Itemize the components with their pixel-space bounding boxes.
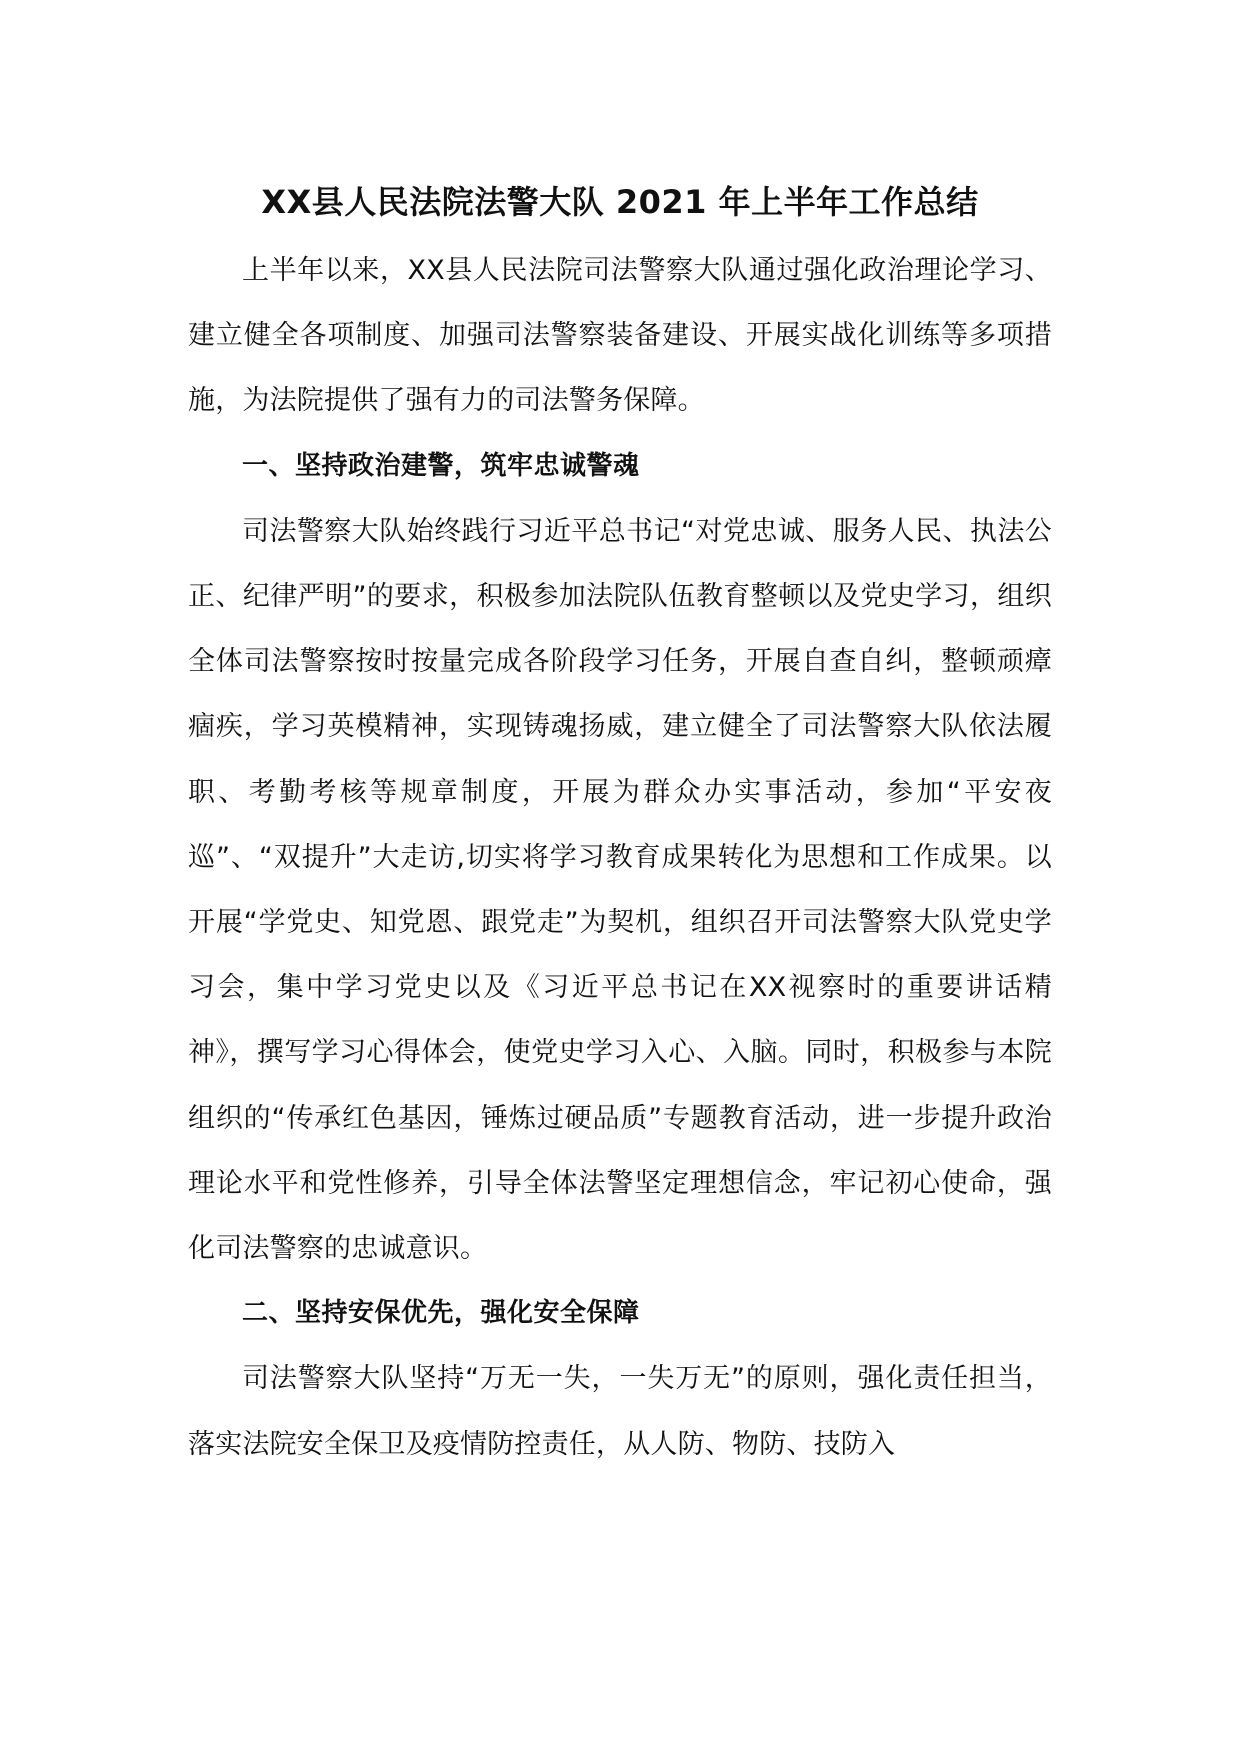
document-title: XX县人民法院法警大队 2021 年上半年工作总结 <box>261 183 979 221</box>
document-page <box>188 172 1052 1477</box>
section-2-body: 司法警察大队坚持“万无一失，一失万无”的原则，强化责任担当，落实法院安全保卫及疫情防控责任，从人防、物防、技防入 <box>188 1363 1052 1460</box>
section-2-heading: 二、坚持安保优先，强化安全保障 <box>242 1298 640 1329</box>
intro-paragraph: 上半年以来，XX县人民法院司法警察大队通过强化政治理论学习、建立健全各项制度、加强司法警察装备建设、开展实战化训练等多项措施，为法院提供了强有力的司法警务保障。 <box>188 255 1052 417</box>
section-1-body: 司法警察大队始终践行习近平总书记“对党忠诚、服务人民、执法公正、纪律严明”的要求，积极参加法院队伍教育整顿以及党史学习，组织全体司法警察按时按量完成各阶段学习任务，开展自查自纠，整顿顽瘴痼疾，学习英模精神，实现铸魂扬威，建立健全了司法警察大队依法履职、考勤考核等规章制度，开展为群众办实事活动，参加“平安夜巡”、“双提升”大走访,切实将学习教育成果转化为思想和工作成果。以开展“学党史、知党恩、跟党走”为契机，组织召开司法警察大队党史学习会，集中学习党史以及《习近平总书记在XX视察时的重要讲话精神》，撰写学习心得体会，使党史学习入心、入脑。同时，积极参与本院组织的“传承红色基因，锤炼过硬品质”专题教育活动，进一步提升政治理论水平和党性修养，引导全体法警坚定理想信念，牢记初心使命，强化司法警察的忠诚意识。 <box>188 515 1052 1265</box>
section-1-heading: 一、坚持政治建警，筑牢忠诚警魂 <box>242 450 640 481</box>
